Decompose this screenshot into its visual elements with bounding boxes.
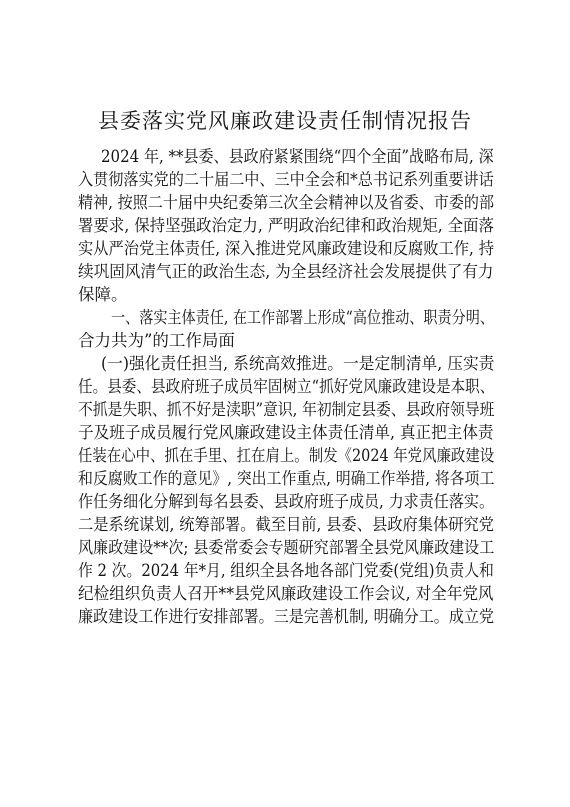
body-line: 2024 年, **县委、县政府紧紧围绕“四个全面”战略布局, 深	[101, 147, 494, 166]
body-line: 二是系统谋划, 统筹部署。截至目前, 县委、县政府集体研究党	[78, 515, 494, 534]
body-line: 入贯彻落实党的二十届二中、三中全会和*总书记系列重要讲话	[78, 170, 494, 189]
body-line: 风廉政建设**次; 县委常委会专题研究部署全县党风廉政建设工	[78, 538, 495, 557]
body-line: 和反腐败工作的意见》, 突出工作重点, 明确工作举措, 将各项工	[78, 469, 495, 488]
body-line: 保障。	[78, 285, 128, 304]
body-line: 任。县委、县政府班子成员牢固树立“抓好党风廉政建设是本职、	[78, 377, 495, 396]
section-heading-line: 合力共为”的工作局面	[78, 331, 235, 350]
body-line: 实从严治党主体责任, 深入推进党风廉政建设和反腐败工作, 持	[78, 239, 494, 258]
body-line: 任装在心中、抓在手里、扛在肩上。制发《2024 年党风廉政建设	[78, 446, 495, 465]
document-title: 县委落实党风廉政建设责任制情况报告	[98, 109, 472, 133]
body-line: 续巩固风清气正的政治生态, 为全县经济社会发展提供了有力	[78, 262, 494, 281]
body-line: 作任务细化分解到每名县委、县政府班子成员, 力求责任落实。	[78, 492, 495, 511]
body-line: 作 2 次。2024 年*月, 组织全县各地各部门党委(党组)负责人和	[78, 561, 494, 580]
body-line: 署要求, 保持坚强政治定力, 严明政治纪律和政治规矩, 全面落	[78, 216, 494, 235]
section-heading-line: 一、落实主体责任, 在工作部署上形成“高位推动、职责分明、	[111, 308, 494, 327]
body-line: 纪检组织负责人召开**县党风廉政建设工作会议, 对全年党风	[78, 584, 494, 603]
body-line: (一)强化责任担当, 系统高效推进。一是定制清单, 压实责	[101, 354, 495, 373]
body-line: 精神, 按照二十届中央纪委第三次全会精神以及省委、市委的部	[78, 193, 495, 212]
body-line: 不抓是失职、抓不好是渎职”意识, 年初制定县委、县政府领导班	[78, 400, 495, 419]
body-line: 子及班子成员履行党风廉政建设主体责任清单, 真正把主体责	[78, 423, 494, 442]
body-line: 廉政建设工作进行安排部署。三是完善机制, 明确分工。成立党	[78, 607, 495, 626]
